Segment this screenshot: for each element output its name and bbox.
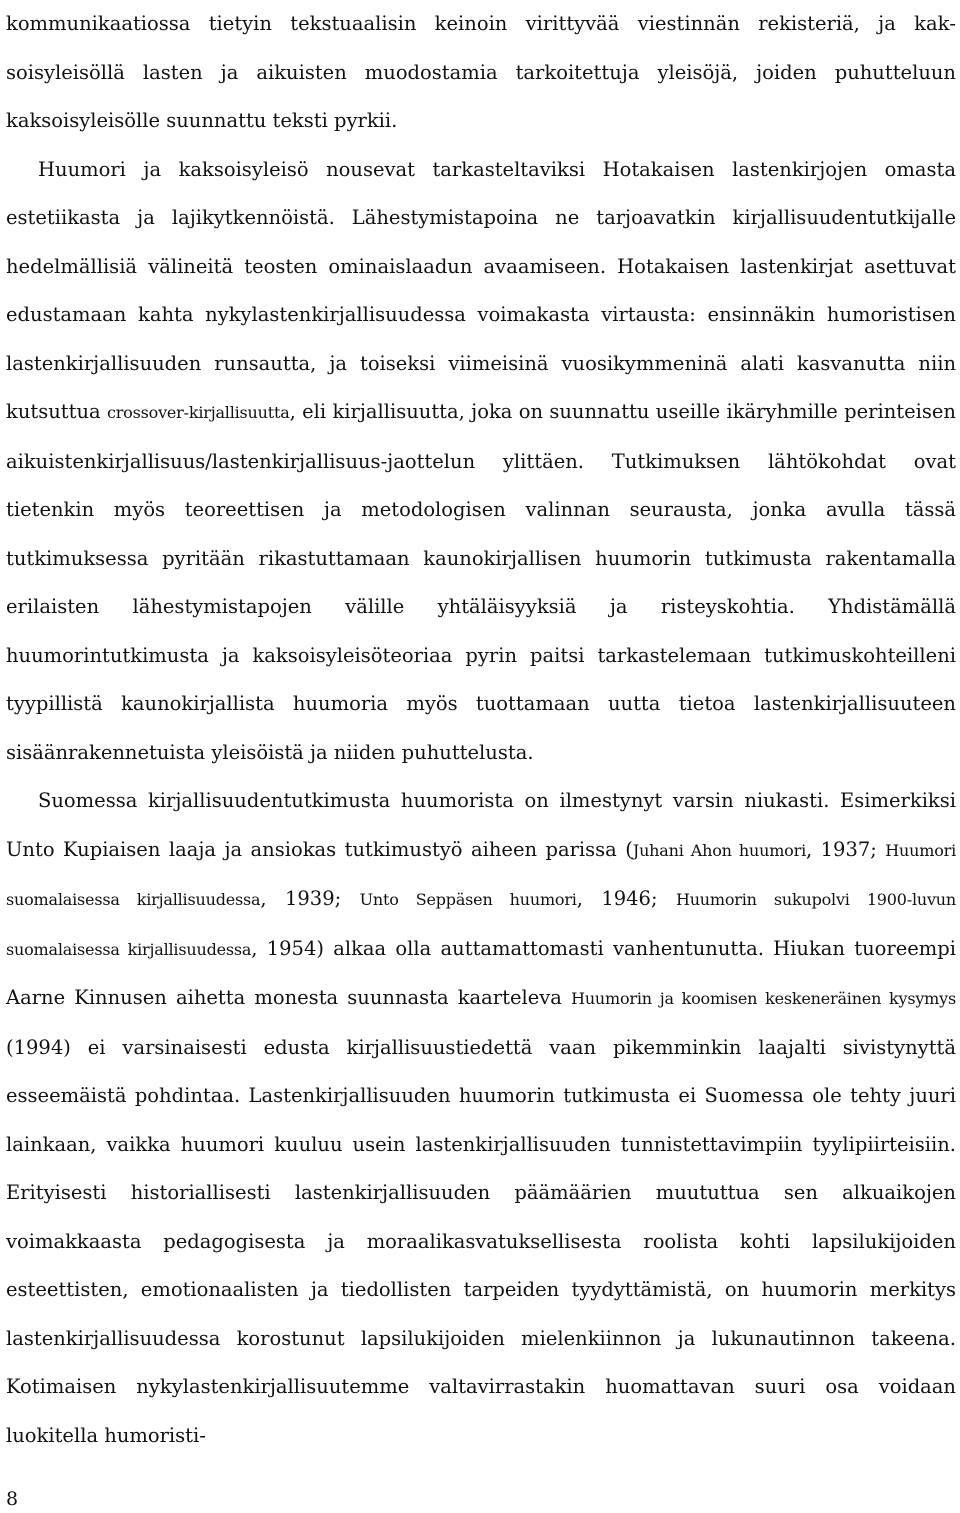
paragraph-3-text-d: , 1946; xyxy=(576,887,676,910)
paragraph-2-text-b: , eli kirjallisuutta, joka on suunnattu useille ikäryhmille perinteisen aikuistenkirjallisuus/lastenkirjallisuus-jaottelun ylittäen. Tutkimuksen lähtökohdat ovat tietenkin myös teoreettisen ja metodologisen valinnan seurausta, jonka avulla tässä tutkimuksessa pyritään rikastuttamaan kaunokirjallisen huumorin tutkimusta rakentamalla erilaisten lähestymistapojen välille yhtäläisyyksiä ja risteyskohtia. Yhdistämällä huumorintutkimusta ja kaksoisyleisöteoriaa pyrin paitsi tarkastelemaan tutkimuskohteilleni tyypillistä kaunokirjallista huumoria myös tuottamaan uutta tietoa lastenkirjallisuuteen sisäänrakennetuista yleisöistä ja niiden puhuttelusta. xyxy=(6,400,956,764)
body-text xyxy=(6,0,956,1460)
paragraph-1 xyxy=(6,0,956,146)
paragraph-3-text-a: Suomessa kirjallisuudentutkimusta huumorista on ilmestynyt varsin niukasti. Esimerkiksi Unto Kupiaisen laaja ja ansiokas tutkimustyö aiheen parissa ( xyxy=(6,789,956,861)
paragraph-2-term-crossover: crossover-kirjallisuutta xyxy=(106,403,290,422)
paragraph-3-text-c: , 1939; xyxy=(260,887,360,910)
paragraph-3-title-huumori-suomalaisessa: Huumori suomalaisessa kirjallisuudessa xyxy=(6,840,956,909)
paragraph-3-text-b: , 1937; xyxy=(805,837,886,861)
paragraph-1-text: kommunikaatiossa tietyin tekstuaalisin keinoin virittyvää viestinnän rekisteriä, ja kaksoisyleisöllä lasten ja aikuisten muodostamia tarkoitettuja yleisöjä, joiden puhutteluun kaksoisyleisölle suunnattu teksti pyrkii. xyxy=(6,12,956,132)
paragraph-3-title-juhani-aho: Juhani Ahon huumori xyxy=(632,840,806,860)
paragraph-3 xyxy=(6,777,956,1460)
paragraph-3-title-unto-seppanen: Unto Seppäsen huumori xyxy=(359,890,577,909)
paragraph-3-title-koomisen-kysymys: Huumorin ja koomisen keskeneräinen kysymys xyxy=(571,989,956,1008)
paragraph-3-text-f: (1994) ei varsinaisesti edusta kirjallisuustiedettä vaan pikemminkin laajalti sivistynyttä esseemäistä pohdintaa. Lastenkirjallisuuden huumorin tutkimusta ei Suomessa ole tehty juuri lainkaan, vaikka huumori kuuluu usein lastenkirjallisuuden tunnistettavimpiin tyylipiirteisiin. Erityisesti historiallisesti lastenkirjallisuuden päämäärien muututtua sen alkuaikojen voimakkaasta pedagogisesta ja moraalikasvatuksellisesta roolista kohti lapsilukijoiden esteettisten, emotionaalisten ja tiedollisten tarpeiden tyydyttämistä, on huumorin merkitys lastenkirjallisuudessa korostunut lapsilukijoiden mielenkiinnon ja lukunautinnon takeena. Kotimaisen nykylastenkirjallisuutemme valtavirrastakin huomattavan suuri osa voidaan luokitella humoristi- xyxy=(6,1035,956,1447)
paragraph-2 xyxy=(6,146,956,778)
paragraph-3-text-e: , 1954) alkaa olla auttamattomasti vanhentunutta. Hiukan tuoreempi Aarne Kinnusen aihetta monesta suunnasta kaarteleva xyxy=(6,936,956,1009)
page-number: 8 xyxy=(6,1488,19,1510)
paragraph-2-text-a: Huumori ja kaksoisyleisö nousevat tarkasteltaviksi Hotakaisen lastenkirjojen omasta estetiikasta ja lajikytkennöistä. Lähestymistapoina ne tarjoavatkin kirjallisuudentutkijalle hedelmällisiä välineitä teosten ominaislaadun avaamiseen. Hotakaisen lastenkirjat asettuvat edustamaan kahta nykylastenkirjallisuudessa voimakasta virtausta: ensinnäkin humoristisen lastenkirjallisuuden runsautta, ja toiseksi viimeisinä vuosikymmeninä alati kasvanutta niin kutsuttua xyxy=(6,157,956,423)
paragraph-3-title-huumorin-sukupolvi: Huumorin sukupolvi 1900-luvun suomalaisessa kirjallisuudessa xyxy=(6,890,957,959)
